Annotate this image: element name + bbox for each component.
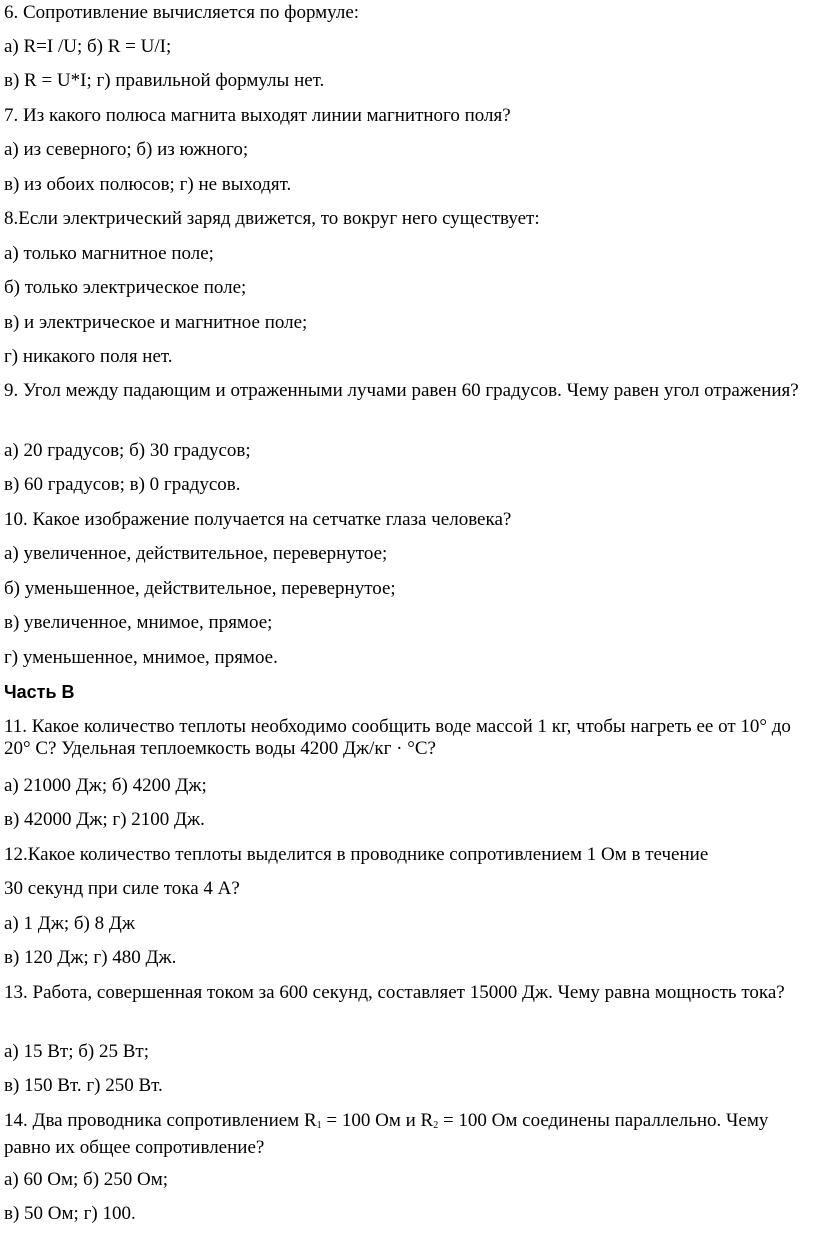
question-14 [4, 1110, 806, 1159]
answer-line: г) уменьшенное, мнимое, прямое. [4, 647, 278, 668]
answer-line: в) из обоих полюсов; г) не выходят. [4, 174, 292, 195]
subscript-1: 1 [316, 1120, 322, 1131]
q14-text-part: = 100 Ом и R [321, 1110, 434, 1131]
question-9: 9. Угол между падающим и отраженными лучами равен 60 градусов. Чему равен угол отражения? [4, 380, 799, 401]
q14-text-part: 14. Два проводника сопротивлением R [4, 1110, 317, 1131]
answer-line: в) 120 Дж; г) 480 Дж. [4, 947, 177, 968]
answer-line: а) из северного; б) из южного; [4, 139, 249, 160]
answer-line: в) R = U*I; г) правильной формулы нет. [4, 70, 325, 91]
answer-line: а) 21000 Дж; б) 4200 Дж; [4, 775, 207, 796]
answer-line: в) и электрическое и магнитное поле; [4, 312, 308, 333]
question-12-continued: 30 секунд при силе тока 4 А? [4, 878, 240, 899]
answer-line: а) 20 градусов; б) 30 градусов; [4, 440, 251, 461]
question-13: 13. Работа, совершенная током за 600 секунд, составляет 15000 Дж. Чему равна мощность тока? [4, 982, 785, 1003]
answer-line: г) никакого поля нет. [4, 346, 173, 367]
answer-line: б) только электрическое поле; [4, 277, 247, 298]
answer-line: а) увеличенное, действительное, перевернутое; [4, 543, 388, 564]
question-10: 10. Какое изображение получается на сетчатке глаза человека? [4, 509, 512, 530]
answer-line: в) 150 Вт. г) 250 Вт. [4, 1075, 163, 1096]
q14-text-part: = 100 Ом соединены параллельно. Чему равно их общее сопротивление? [4, 1110, 769, 1158]
answer-line: а) 1 Дж; б) 8 Дж [4, 913, 135, 934]
question-11: 11. Какое количество теплоты необходимо сообщить воде массой 1 кг, чтобы нагреть ее от 10° до 20° С? Удельная теплоемкость воды 4200 Дж/кг · °С? [4, 716, 791, 759]
section-heading: Часть В [4, 682, 75, 702]
answer-line: а) R=I /U; б) R = U/I; [4, 36, 172, 57]
question-6: 6. Сопротивление вычисляется по формуле: [4, 2, 360, 23]
answer-line: б) уменьшенное, действительное, перевернутое; [4, 578, 396, 599]
answer-line: в) увеличенное, мнимое, прямое; [4, 612, 273, 633]
question-12: 12.Какое количество теплоты выделится в проводнике сопротивлением 1 Ом в течение [4, 844, 709, 865]
answer-line: а) 15 Вт; б) 25 Вт; [4, 1041, 150, 1062]
question-7: 7. Из какого полюса магнита выходят линии магнитного поля? [4, 105, 511, 126]
question-8: 8.Если электрический заряд движется, то вокруг него существует: [4, 208, 540, 229]
answer-line: а) 60 Ом; б) 250 Ом; [4, 1169, 169, 1190]
answer-line: в) 60 градусов; в) 0 градусов. [4, 474, 241, 495]
subscript-2: 2 [433, 1120, 439, 1131]
answer-line: в) 42000 Дж; г) 2100 Дж. [4, 809, 205, 830]
answer-line: а) только магнитное поле; [4, 243, 214, 264]
answer-line: в) 50 Ом; г) 100. [4, 1203, 136, 1224]
